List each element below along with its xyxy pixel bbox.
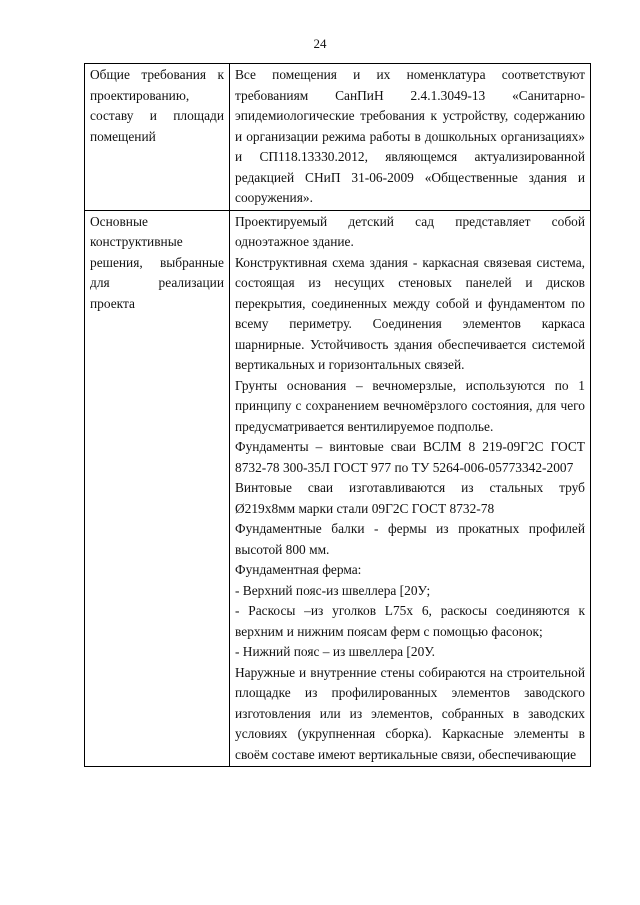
paragraph: Фундаменты – винтовые сваи ВСЛМ 8 219-09Г2С ГОСТ 8732-78 300-35Л ГОСТ 977 по ТУ 5264-006-05773342-2007	[235, 439, 585, 475]
row-label-cell	[85, 64, 230, 211]
paragraph: Все помещения и их номенклатура соответствуют требованиям СанПиН 2.4.1.3049-13 «Санитарно-эпидемиологические требования к устройству, содержанию и организации режима работы в дошкольных организациях» и СП118.13330.2012, являющемся актуализированной редакцией СНиП 31-06-2009 «Общественные здания и сооружения».	[235, 67, 585, 205]
paragraph: - Раскосы –из уголков L75х 6, раскосы соединяются к верхним и нижним поясам ферм с помощью фасонок;	[235, 603, 585, 639]
row-label-cell	[85, 210, 230, 767]
table-row	[85, 210, 591, 767]
row-content-cell	[230, 64, 591, 211]
paragraph: - Верхний пояс-из швеллера [20У;	[235, 582, 431, 598]
table-row	[85, 64, 591, 211]
paragraph: Фундаментная ферма:	[235, 562, 362, 577]
paragraph: Грунты основания – вечномерзлые, используются по 1 принципу с сохранением вечномёрзлого состояния, для чего предусматривается вентилируемое подполье.	[235, 377, 585, 434]
row-content-cell	[230, 210, 591, 767]
paragraph: - Нижний пояс – из швеллера [20У.	[235, 644, 435, 659]
paragraph: Проектируемый детский сад представляет собой одноэтажное здание.	[235, 213, 585, 249]
row-label: Общие требования к проектированию, составу и площади помещений	[90, 67, 224, 144]
page-number: 24	[313, 36, 327, 51]
row-label: Основные конструктивные решения, выбранные для реализации проекта	[90, 213, 224, 311]
specification-table	[84, 63, 591, 767]
paragraph: Фундаментные балки - фермы из прокатных профилей высотой 800 мм.	[235, 521, 585, 557]
paragraph: Наружные и внутренние стены собираются на строительной площадке из профилированных элементов заводского изготовления или из элементов, собранных в заводских условиях (укрупненная сборка). Каркасные элементы в своём составе имеют вертикальные связи, обеспечивающие	[235, 664, 585, 762]
paragraph: Винтовые сваи изготавливаются из стальных труб Ø219х8мм марки стали 09Г2С ГОСТ 8732-78	[235, 480, 585, 516]
paragraph: Конструктивная схема здания - каркасная связевая система, состоящая из несущих стеновых панелей и дисков перекрытия, соединенных между собой и фундаментом по всему периметру. Соединения элементов каркаса шарнирные. Устойчивость здания обеспечивается системой вертикальных и горизонтальных связей.	[235, 254, 585, 372]
